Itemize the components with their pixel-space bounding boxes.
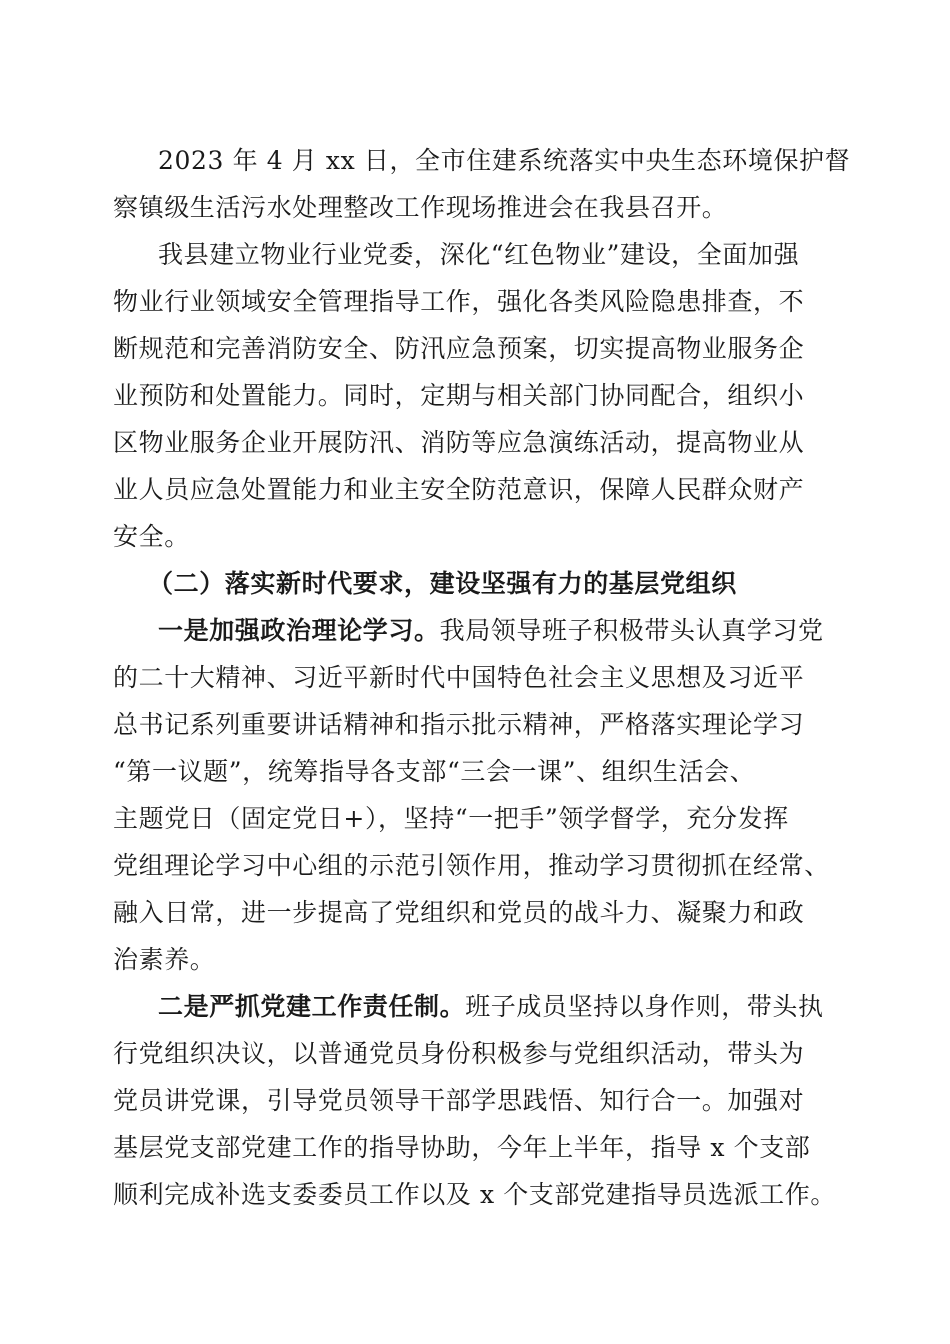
paragraph-4-line-2: 行党组织决议，以普通党员身份积极参与党组织活动，带头为: [113, 1039, 805, 1068]
paragraph-3-line-4: “第一议题”，统筹指导各支部“三会一课”、组织生活会、: [113, 757, 756, 786]
paragraph-4-line-1: [158, 991, 824, 1023]
paragraph-2-line-5: 区物业服务企业开展防汛、消防等应急演练活动，提高物业从: [113, 428, 805, 457]
paragraph-3-line-6: 党组理论学习中心组的示范引领作用，推动学习贯彻抓在经常、: [113, 851, 830, 880]
paragraph-1-line-1: 2023 年 4 月 xx 日，全市住建系统落实中央生态环境保护督: [158, 146, 851, 175]
paragraph-4-line-5: 顺利完成补选支委委员工作以及 x 个支部党建指导员选派工作。: [113, 1180, 836, 1209]
paragraph-3-line-1: [158, 615, 824, 647]
paragraph-2-line-2: 物业行业领域安全管理指导工作，强化各类风险隐患排查，不: [113, 287, 805, 316]
paragraph-3-line-5: 主题党日（固定党日+），坚持“一把手”领学督学，充分发挥: [113, 804, 789, 833]
section-heading: （二）落实新时代要求，建设坚强有力的基层党组织: [148, 569, 737, 598]
paragraph-2-line-4: 业预防和处置能力。同时，定期与相关部门协同配合，组织小: [113, 381, 805, 410]
paragraph-4-line-3: 党员讲党课，引导党员领导干部学思践悟、知行合一。加强对: [113, 1086, 805, 1115]
paragraph-2-line-6: 业人员应急处置能力和业主安全防范意识，保障人民群众财产: [113, 475, 805, 504]
paragraph-3-first-text: 我局领导班子积极带头认真学习党: [439, 616, 824, 645]
paragraph-3-lead: 一是加强政治理论学习。: [158, 616, 440, 645]
paragraph-2-line-1: 我县建立物业行业党委，深化“红色物业”建设，全面加强: [158, 240, 800, 269]
paragraph-3-line-2: 的二十大精神、习近平新时代中国特色社会主义思想及习近平: [113, 663, 805, 692]
paragraph-4-line-4: 基层党支部党建工作的指导协助，今年上半年，指导 x 个支部: [113, 1133, 811, 1162]
paragraph-3-line-3: 总书记系列重要讲话精神和指示批示精神，严格落实理论学习: [113, 710, 805, 739]
paragraph-4-lead: 二是严抓党建工作责任制。: [158, 992, 466, 1021]
paragraph-2-line-7: 安全。: [113, 522, 190, 551]
paragraph-3-line-8: 治素养。: [113, 945, 216, 974]
paragraph-4-first-text: 班子成员坚持以身作则，带头执: [465, 992, 824, 1021]
paragraph-1-line-2: 察镇级生活污水处理整改工作现场推进会在我县召开。: [113, 193, 728, 222]
paragraph-3-line-7: 融入日常，进一步提高了党组织和党员的战斗力、凝聚力和政: [113, 898, 805, 927]
paragraph-2-line-3: 断规范和完善消防安全、防汛应急预案，切实提高物业服务企: [113, 334, 805, 363]
